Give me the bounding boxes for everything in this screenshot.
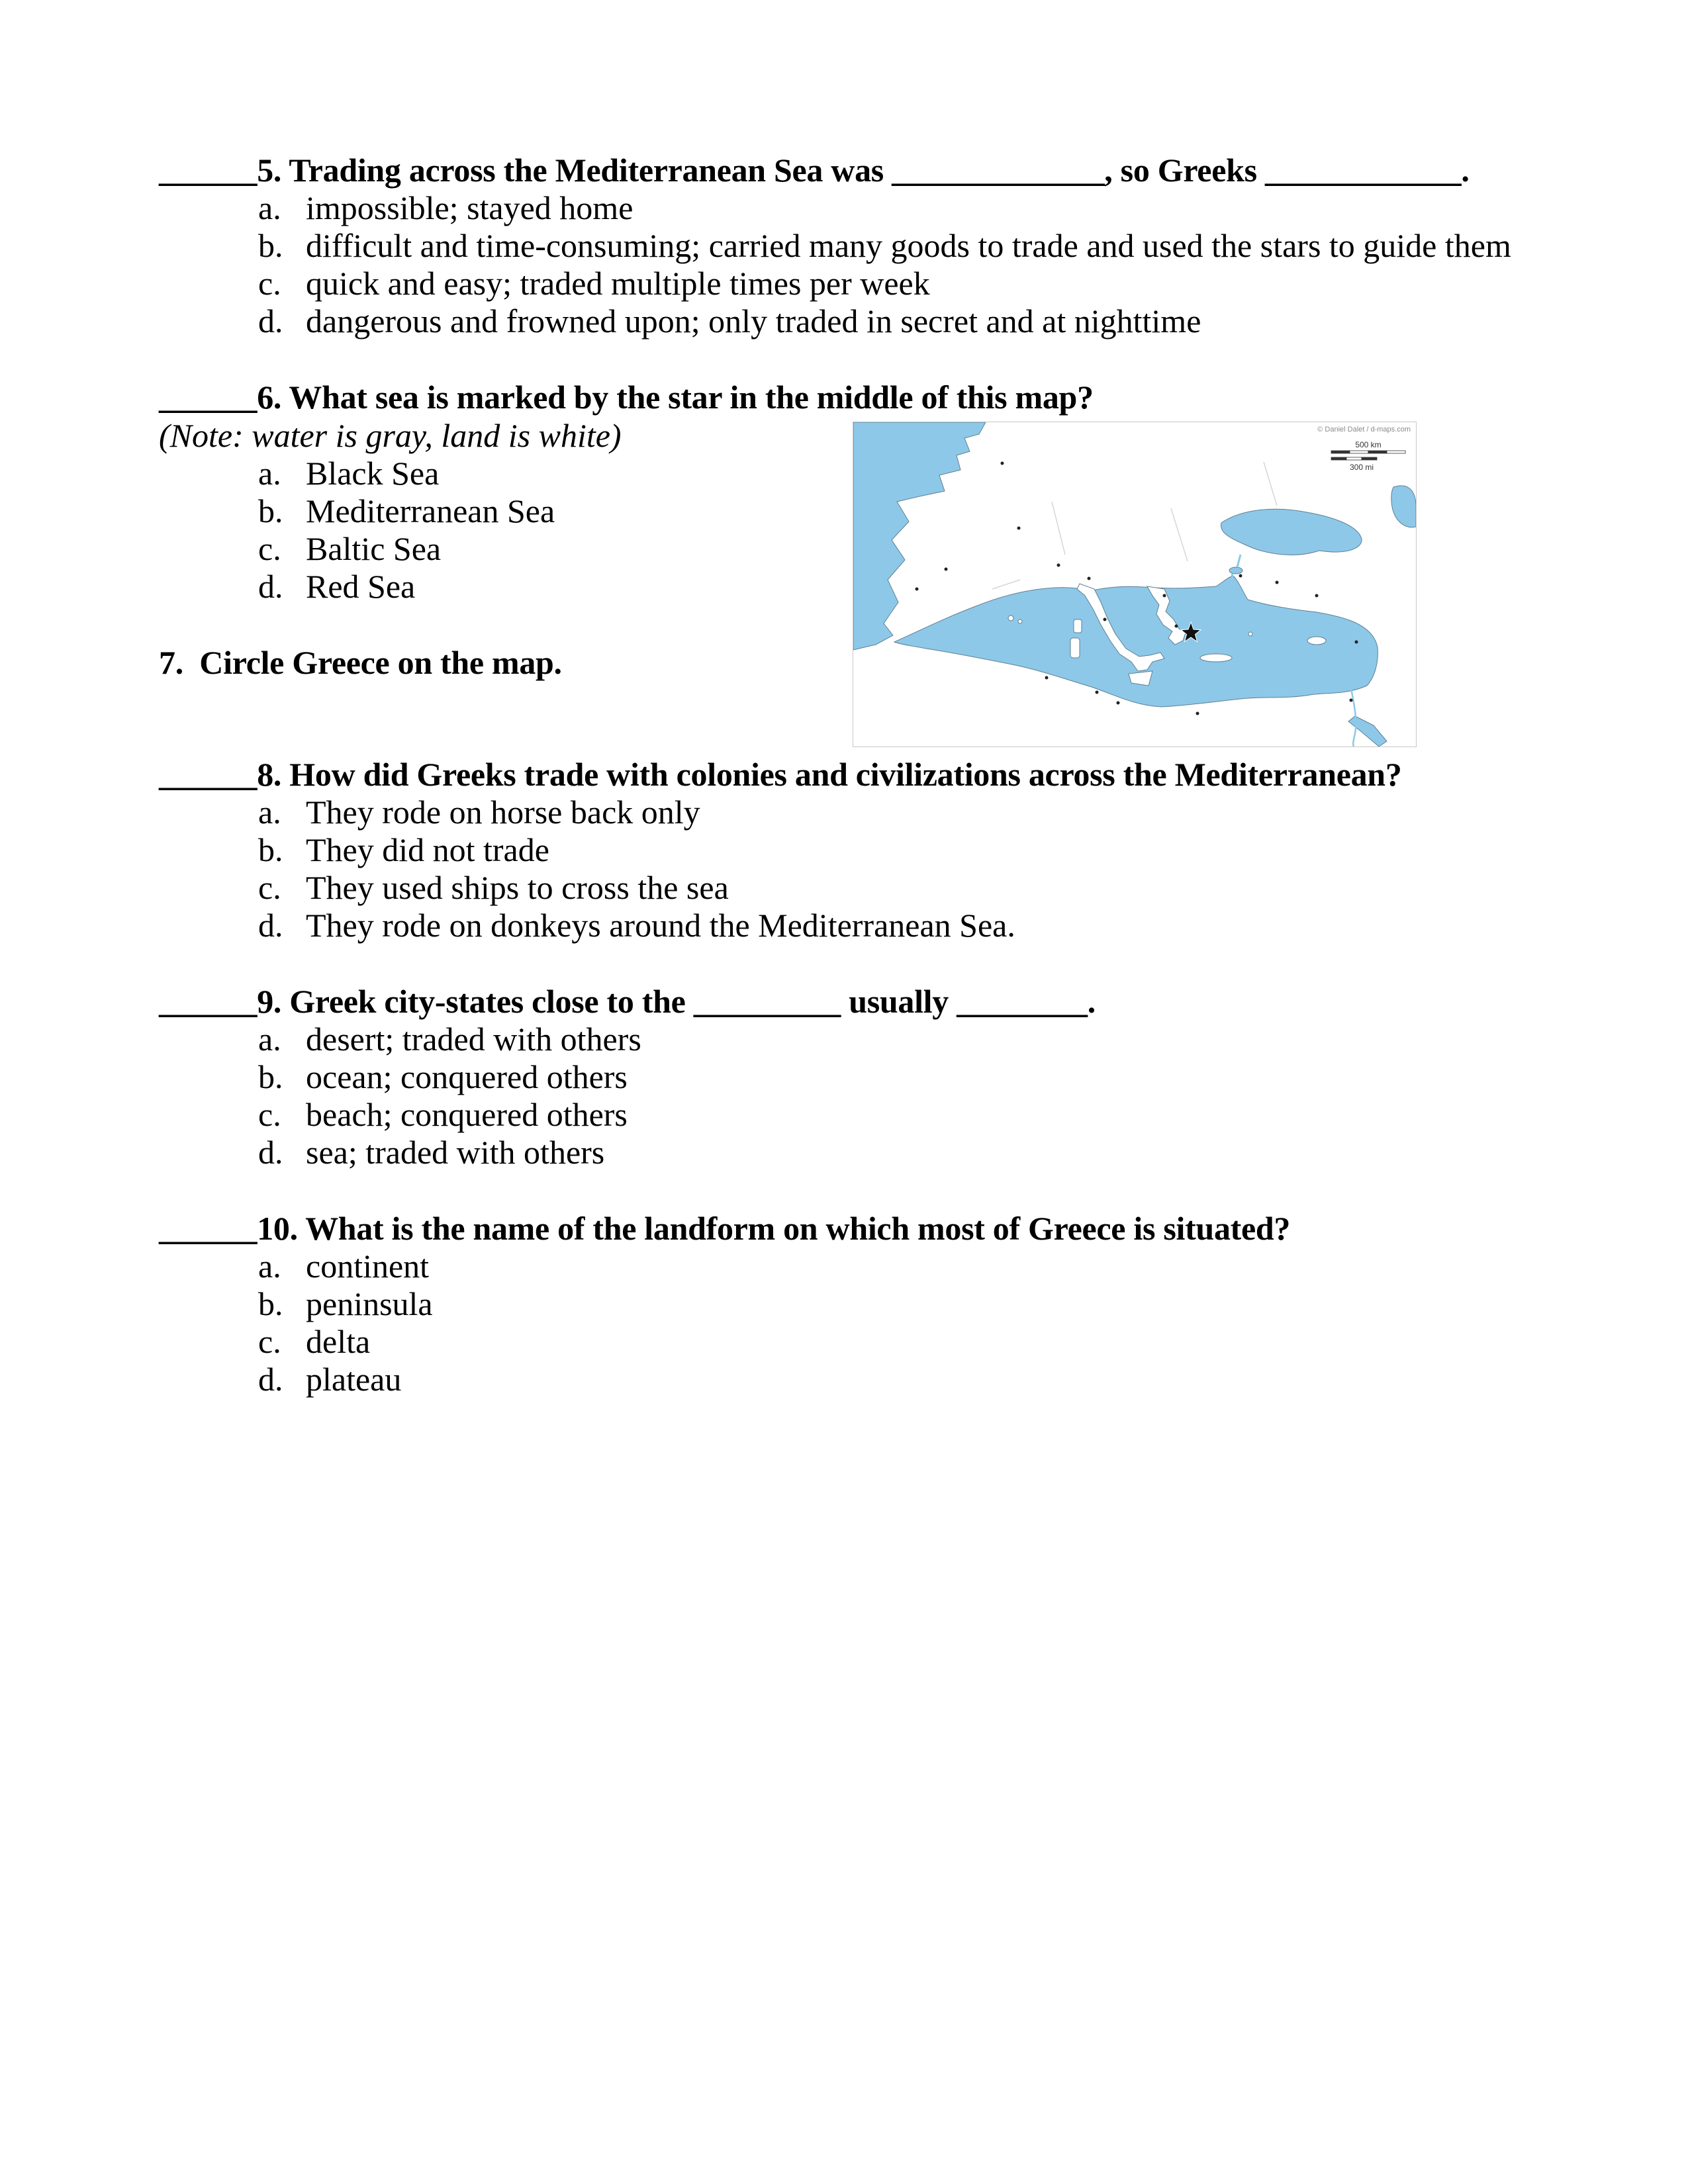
choice-row — [258, 302, 1529, 340]
question-9-choices — [258, 1021, 1529, 1171]
choice-text: continent — [306, 1248, 430, 1285]
choice-text: beach; conquered others — [306, 1096, 628, 1133]
choice-text: impossible; stayed home — [306, 189, 633, 226]
choice-row — [258, 794, 1529, 831]
choice-letter: a. — [258, 1021, 281, 1058]
choice-letter: c. — [258, 1323, 281, 1360]
choice-text: sea; traded with others — [306, 1134, 605, 1171]
question-block-8 — [159, 755, 1529, 944]
choice-letter: b. — [258, 831, 283, 868]
choice-row — [258, 455, 826, 492]
scale-mi-bar — [1331, 457, 1377, 460]
choice-letter: a. — [258, 794, 281, 831]
question-10-choices — [258, 1248, 1529, 1398]
choice-row — [258, 265, 1529, 302]
question-6-note: (Note: water is gray, land is white) — [159, 417, 622, 454]
question-5-choices — [258, 189, 1529, 340]
choice-letter: b. — [258, 1058, 283, 1095]
choice-text: They rode on donkeys around the Mediterranean Sea. — [306, 907, 1015, 944]
choice-letter: a. — [258, 1248, 281, 1285]
choice-row — [258, 831, 1529, 869]
question-7-heading: 7. Circle Greece on the map. — [159, 644, 562, 681]
choice-letter: c. — [258, 265, 281, 302]
choice-text: They did not trade — [306, 831, 549, 868]
choice-row — [258, 568, 826, 606]
choice-row — [258, 907, 1529, 944]
choice-text: peninsula — [306, 1285, 433, 1322]
choice-row — [258, 1323, 1529, 1361]
question-block-10 — [159, 1209, 1529, 1398]
scale-mi-label: 300 mi — [1349, 463, 1374, 472]
choice-text: difficult and time-consuming; carried many goods to trade and used the stars to guide them — [306, 227, 1511, 264]
choice-letter: b. — [258, 492, 283, 529]
choice-letter: c. — [258, 869, 281, 906]
caspian-sea-shape — [1391, 486, 1416, 527]
choice-row — [258, 1096, 1529, 1134]
choice-text: delta — [306, 1323, 371, 1360]
crete-island — [1200, 654, 1232, 662]
choice-text: plateau — [306, 1361, 402, 1398]
question-block-5 — [159, 151, 1529, 340]
choice-row — [258, 189, 1529, 227]
question-8-heading: ______8. How did Greeks trade with colonies and civilizations across the Mediterranean? — [159, 756, 1402, 793]
choice-letter: d. — [258, 302, 283, 340]
choice-text: desert; traded with others — [306, 1021, 641, 1058]
choice-letter: d. — [258, 907, 283, 944]
choice-letter: b. — [258, 1285, 283, 1322]
mediterranean-map-figure — [853, 422, 1417, 747]
choice-row — [258, 1058, 1529, 1096]
choice-letter: d. — [258, 1134, 283, 1171]
choice-letter: c. — [258, 530, 281, 567]
cyprus-island — [1307, 637, 1326, 645]
choice-row — [258, 1021, 1529, 1058]
black-sea-shape — [1221, 509, 1362, 555]
mediterranean-map-svg — [853, 422, 1416, 747]
choice-letter: d. — [258, 1361, 283, 1398]
choice-letter: a. — [258, 189, 281, 226]
choice-text: Mediterranean Sea — [306, 492, 555, 529]
mediterranean-sea-shape — [894, 576, 1378, 707]
choice-row — [258, 492, 826, 530]
choice-text: They used ships to cross the sea — [306, 869, 729, 906]
question-6-heading: ______6. What sea is marked by the star in the middle of this map? — [159, 379, 1094, 416]
corsica-island — [1074, 619, 1082, 633]
choice-letter: a. — [258, 455, 281, 492]
choice-text: Black Sea — [306, 455, 440, 492]
choice-letter: c. — [258, 1096, 281, 1133]
question-block-6 — [159, 378, 1529, 606]
question-5-heading: ______5. Trading across the Mediterranean Sea was _____________, so Greeks ____________. — [159, 152, 1470, 189]
choice-text: Red Sea — [306, 568, 416, 605]
choice-text: dangerous and frowned upon; only traded in secret and at nighttime — [306, 302, 1201, 340]
choice-row — [258, 1248, 1529, 1285]
choice-letter: b. — [258, 227, 283, 264]
map-attribution: © Daniel Dalet / d-maps.com — [1317, 426, 1411, 433]
sicily-island — [1129, 671, 1152, 686]
question-10-heading: ______10. What is the name of the landform on which most of Greece is situated? — [159, 1210, 1291, 1247]
choice-row — [258, 1361, 1529, 1398]
scale-km-label: 500 km — [1355, 440, 1382, 449]
choice-row — [258, 869, 1529, 907]
choice-row — [258, 1134, 1529, 1171]
choice-row — [258, 1285, 1529, 1323]
choice-text: ocean; conquered others — [306, 1058, 628, 1095]
choice-row — [258, 227, 1529, 265]
choice-text: quick and easy; traded multiple times per week — [306, 265, 930, 302]
choice-text: They rode on horse back only — [306, 794, 700, 831]
marmara-sea-shape — [1229, 567, 1243, 574]
question-block-9 — [159, 982, 1529, 1171]
question-9-heading: ______9. Greek city-states close to the _________ usually ________. — [159, 983, 1096, 1020]
choice-letter: d. — [258, 568, 283, 605]
question-8-choices — [258, 794, 1529, 944]
choice-row — [258, 530, 826, 568]
choice-text: Baltic Sea — [306, 530, 442, 567]
scale-km-bar — [1331, 451, 1405, 453]
sardinia-island — [1070, 638, 1080, 658]
